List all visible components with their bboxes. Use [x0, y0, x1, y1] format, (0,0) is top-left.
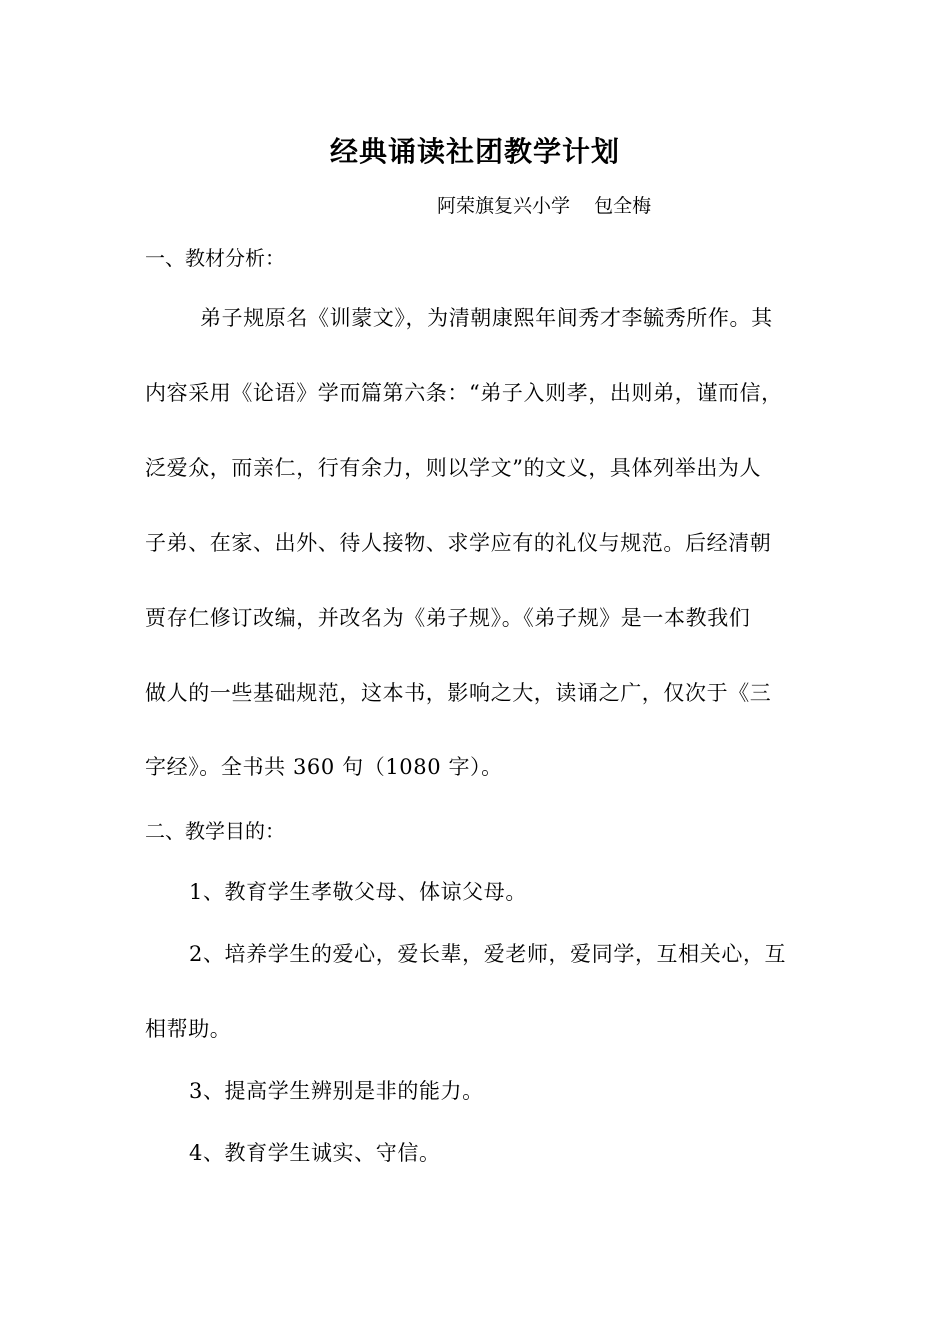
paragraph-line: 泛爱众，而亲仁，行有余力，则以学文”的文义，具体列举出为人 [145, 456, 762, 480]
document-title: 经典诵读社团教学计划 [329, 135, 620, 168]
goal-item: 4、教育学生诚实、守信。 [189, 1141, 441, 1165]
goal-item: 3、提高学生辨别是非的能力。 [189, 1079, 484, 1103]
author-line: 阿荣旗复兴小学 包全梅 [437, 195, 652, 217]
goal-item-continuation: 相帮助。 [145, 1017, 232, 1041]
section-heading-materials: 一、教材分析： [145, 246, 285, 270]
paragraph-line: 弟子规原名《训蒙文》，为清朝康熙年间秀才李毓秀所作。其 [200, 306, 773, 330]
paragraph-line: 内容采用《论语》学而篇第六条：“弟子入则孝，出则弟，谨而信， [145, 381, 783, 405]
paragraph-line: 做人的一些基础规范，这本书，影响之大，读诵之广，仅次于《三 [145, 681, 772, 705]
paragraph-line: 贾存仁修订改编，并改名为《弟子规》。《弟子规》是一本教我们 [145, 606, 751, 630]
goal-item: 1、教育学生孝敬父母、体谅父母。 [189, 880, 527, 904]
paragraph-line: 字经》。全书共 360 句（1080 字）。 [145, 755, 503, 779]
paragraph-line: 子弟、在家、出外、待人接物、求学应有的礼仪与规范。后经清朝 [145, 531, 772, 555]
section-heading-goals: 二、教学目的： [145, 819, 285, 843]
goal-item: 2、培养学生的爱心，爱长辈，爱老师，爱同学，互相关心，互 [189, 942, 787, 966]
